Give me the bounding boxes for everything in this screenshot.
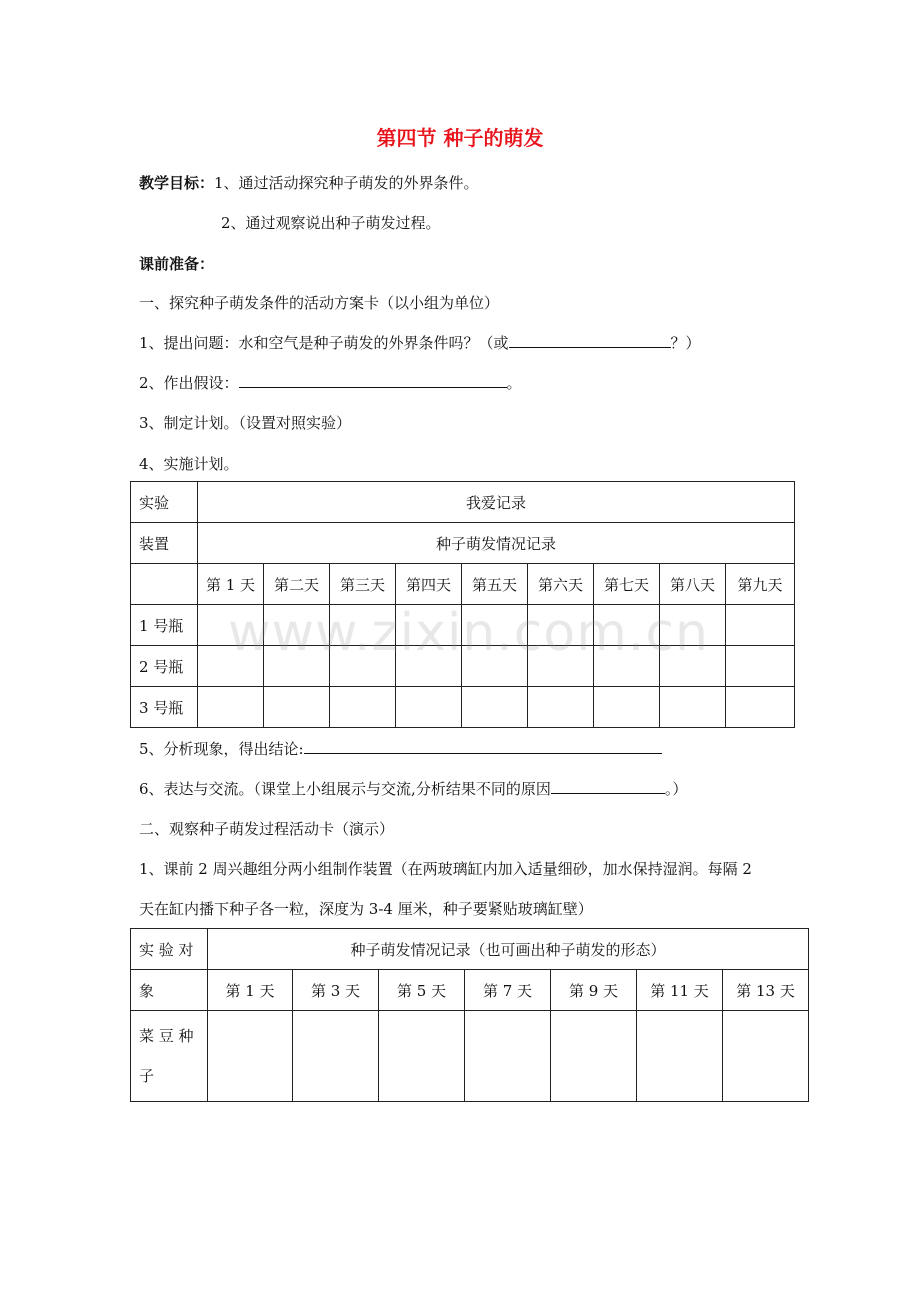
table2-day-header: 第 13 天 (723, 970, 809, 1011)
table2-row-label-line2: 子 (139, 1067, 155, 1085)
table1-cell[interactable] (198, 687, 264, 728)
goals-label: 教学目标： (139, 174, 215, 192)
table1-cell[interactable] (660, 687, 726, 728)
table1-cell[interactable] (396, 687, 462, 728)
table2-day-header: 第 9 天 (551, 970, 637, 1011)
table2-cell[interactable] (723, 1011, 809, 1102)
table-germination-process (130, 928, 809, 1102)
watermark: www.zixin.com.cn (228, 603, 709, 663)
table1-corner-line2: 装置 (131, 523, 198, 564)
step-2-end: 。 (506, 374, 522, 392)
goal-1: 1、通过活动探究种子萌发的外界条件。 (214, 174, 479, 192)
prep-label: 课前准备： (139, 255, 215, 273)
step-5-text: 5、分析现象，得出结论: (139, 740, 304, 758)
table1-cell[interactable] (528, 687, 594, 728)
table2-day-header: 第 1 天 (208, 970, 293, 1011)
table1-day-header: 第四天 (396, 564, 462, 605)
table-row (131, 687, 795, 728)
table1-cell[interactable] (264, 687, 330, 728)
table2-corner-line1: 实 验 对 (131, 929, 208, 970)
table1-row-label: 1 号瓶 (131, 605, 198, 646)
section2-heading: 二、观察种子萌发过程活动卡（演示） (139, 820, 395, 838)
table1-row-label: 3 号瓶 (131, 687, 198, 728)
table2-row-label (131, 1011, 208, 1102)
table2-cell[interactable] (551, 1011, 637, 1102)
section1-heading: 一、探究种子萌发条件的活动方案卡（以小组为单位） (139, 294, 500, 312)
table2-header: 种子萌发情况记录（也可画出种子萌发的形态） (208, 929, 809, 970)
table2-day-header: 第 3 天 (293, 970, 379, 1011)
section2-paragraph-line2: 天在缸内播下种子各一粒，深度为 3-4 厘米，种子要紧贴玻璃缸壁） (139, 900, 593, 918)
step-5-blank[interactable] (304, 738, 662, 754)
step-5 (139, 738, 662, 759)
step-2-blank[interactable] (239, 372, 507, 388)
page-title: 第四节 种子的萌发 (376, 126, 544, 150)
step-1-text: 1、提出问题：水和空气是种子萌发的外界条件吗？（或 (139, 334, 509, 352)
table1-day-header: 第三天 (330, 564, 396, 605)
table1-cell[interactable] (462, 687, 528, 728)
table1-cell[interactable] (726, 605, 795, 646)
table2-cell[interactable] (379, 1011, 465, 1102)
step-2-text: 2、作出假设： (139, 374, 239, 392)
step-1-blank[interactable] (509, 332, 671, 348)
section2-paragraph-line1: 1、课前 2 周兴趣组分两小组制作装置（在两玻璃缸内加入适量细砂，加水保持湿润。每隔 2 (139, 860, 752, 878)
step-6-blank[interactable] (551, 778, 665, 794)
step-6 (139, 778, 687, 799)
table1-cell[interactable] (726, 646, 795, 687)
table2-corner-line2: 象 (131, 970, 208, 1011)
step-6-text: 6、表达与交流。（课堂上小组展示与交流,分析结果不同的原因 (139, 780, 551, 798)
table2-day-header: 第 5 天 (379, 970, 465, 1011)
table1-row-label: 2 号瓶 (131, 646, 198, 687)
table2-day-header: 第 11 天 (637, 970, 723, 1011)
table2-day-header: 第 7 天 (465, 970, 551, 1011)
step-6-end: 。） (664, 780, 688, 798)
step-1 (139, 332, 701, 353)
table2-cell[interactable] (293, 1011, 379, 1102)
table1-corner-line1: 实验 (131, 482, 198, 523)
table1-day-header: 第五天 (462, 564, 528, 605)
table1-day-header: 第八天 (660, 564, 726, 605)
table-row (131, 1011, 809, 1102)
goals-line-1 (139, 172, 479, 193)
table1-cell[interactable] (330, 687, 396, 728)
table1-cell[interactable] (726, 687, 795, 728)
table2-cell[interactable] (208, 1011, 293, 1102)
table1-day-header: 第七天 (594, 564, 660, 605)
step-2 (139, 372, 522, 393)
table1-header2: 种子萌发情况记录 (198, 523, 795, 564)
table2-cell[interactable] (637, 1011, 723, 1102)
step-3: 3、制定计划。（设置对照实验） (139, 414, 352, 432)
table1-header1: 我爱记录 (198, 482, 795, 523)
table2-row-label-line1: 菜 豆 种 (139, 1027, 194, 1045)
table1-day-header: 第二天 (264, 564, 330, 605)
table1-cell[interactable] (594, 687, 660, 728)
table1-day-header: 第 1 天 (198, 564, 264, 605)
table2-cell[interactable] (465, 1011, 551, 1102)
step-4: 4、实施计划。 (139, 455, 239, 473)
table1-day-header: 第九天 (726, 564, 795, 605)
goal-2: 2、通过观察说出种子萌发过程。 (221, 214, 441, 232)
table1-day-header: 第六天 (528, 564, 594, 605)
step-1-end: ？） (670, 334, 701, 352)
table1-empty-cell (131, 564, 198, 605)
